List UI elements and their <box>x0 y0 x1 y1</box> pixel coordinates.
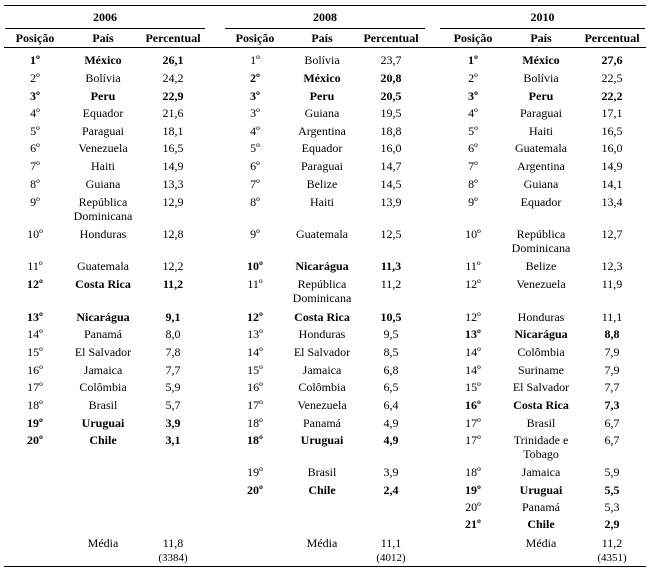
country-cell: Venezuela <box>516 277 566 291</box>
country-cell: Bolívia <box>85 71 121 85</box>
media-label: Média <box>525 536 557 550</box>
rank-cell: 18º <box>247 433 263 447</box>
rank-cell: 14º <box>465 363 481 377</box>
column-header-pais: País <box>311 31 333 45</box>
country-cell: Paraguai <box>520 106 562 120</box>
country-cell: Nicarágua <box>76 310 130 324</box>
percent-cell: 11,9 <box>601 277 623 291</box>
rank-cell: 8º <box>30 177 40 191</box>
percent-cell: 8,0 <box>165 327 181 341</box>
country-cell: México <box>522 53 560 67</box>
rank-cell: 6º <box>250 159 260 173</box>
rank-cell: 3º <box>468 89 478 103</box>
rank-cell: 18º <box>27 398 43 412</box>
media-sample-size: (3384) <box>158 552 188 564</box>
country-cell: Peru <box>528 89 554 103</box>
percent-cell: 3,9 <box>383 465 399 479</box>
percent-cell: 11,2 <box>162 277 184 291</box>
country-cell: Paraguai <box>301 159 343 173</box>
year-underline-2010 <box>440 28 645 29</box>
rank-cell: 19º <box>247 465 263 479</box>
rank-cell: 5º <box>250 141 260 155</box>
percent-cell: 22,2 <box>601 89 623 103</box>
country-cell: Honduras <box>79 227 127 241</box>
percent-cell: 7,3 <box>604 398 620 412</box>
media-sample-size: (4012) <box>376 552 406 564</box>
country-line: República <box>297 277 347 291</box>
country-cell: Venezuela <box>297 398 347 412</box>
country-cell: Bolívia <box>523 71 559 85</box>
percent-cell: 19,5 <box>380 106 402 120</box>
rank-cell: 4º <box>468 106 478 120</box>
country-cell: Chile <box>527 517 555 531</box>
rank-cell: 15º <box>465 380 481 394</box>
percent-cell: 13,3 <box>162 177 184 191</box>
country-cell: Colômbia <box>79 380 127 394</box>
country-cell: Equador <box>301 141 343 155</box>
rank-cell: 14º <box>27 327 43 341</box>
rank-cell: 17º <box>465 416 481 430</box>
rank-cell: 11º <box>465 259 481 273</box>
rank-cell: 7º <box>250 177 260 191</box>
percent-cell: 16,5 <box>162 141 184 155</box>
column-header-pais: País <box>530 31 552 45</box>
rank-cell: 9º <box>250 227 260 241</box>
rank-cell: 11º <box>27 259 43 273</box>
percent-cell: 9,1 <box>165 310 181 324</box>
rank-cell: 13º <box>465 327 481 341</box>
media-label: Média <box>306 536 338 550</box>
rank-cell: 10º <box>247 259 263 273</box>
rank-cell: 9º <box>30 195 40 209</box>
country-cell: Nicarágua <box>295 259 349 273</box>
percent-cell: 23,7 <box>380 53 402 67</box>
rank-cell: 2º <box>30 71 40 85</box>
column-header-percentual: Percentual <box>584 31 640 45</box>
rank-cell: 6º <box>30 141 40 155</box>
percent-cell: 8,5 <box>383 345 399 359</box>
percent-cell: 26,1 <box>162 53 184 67</box>
percent-cell: 21,6 <box>162 106 184 120</box>
rank-cell: 12º <box>27 277 43 291</box>
country-cell: Haiti <box>310 195 334 209</box>
country-cell: Colômbia <box>517 345 565 359</box>
rank-cell: 1º <box>468 53 478 67</box>
rank-cell: 5º <box>468 124 478 138</box>
percent-cell: 5,7 <box>165 398 181 412</box>
country-cell: El Salvador <box>74 345 132 359</box>
percent-cell: 12,7 <box>601 227 623 241</box>
country-cell <box>504 227 578 255</box>
country-line: Dominicana <box>292 291 352 305</box>
rank-cell: 20º <box>465 500 481 514</box>
rank-cell: 1º <box>30 53 40 67</box>
percent-cell: 14,1 <box>601 177 623 191</box>
country-line: Trinidade e <box>513 433 569 447</box>
country-cell: Belize <box>306 177 338 191</box>
percent-cell: 6,5 <box>383 380 399 394</box>
percent-cell: 8,8 <box>604 327 620 341</box>
percent-cell: 5,3 <box>604 500 620 514</box>
country-cell: Argentina <box>298 124 346 138</box>
rank-cell: 8º <box>468 177 478 191</box>
media-value-number: 11,1 <box>380 536 402 550</box>
media-value <box>578 536 646 565</box>
rank-cell: 2º <box>468 71 478 85</box>
country-cell: Colômbia <box>298 380 346 394</box>
media-sample-size: (4351) <box>597 552 627 564</box>
year-underline-2008 <box>225 28 425 29</box>
country-cell: Peru <box>90 89 116 103</box>
country-cell: Honduras <box>517 310 565 324</box>
percent-cell: 7,7 <box>165 363 181 377</box>
media-label: Média <box>87 536 119 550</box>
country-cell: Costa Rica <box>513 398 569 412</box>
rank-cell: 16º <box>27 363 43 377</box>
percent-cell: 3,1 <box>165 433 181 447</box>
rank-cell: 4º <box>250 124 260 138</box>
rank-cell: 3º <box>250 106 260 120</box>
rank-cell: 14º <box>247 345 263 359</box>
percent-cell: 3,9 <box>165 416 181 430</box>
percent-cell: 6,7 <box>604 433 620 447</box>
country-cell: Suriname <box>518 363 564 377</box>
country-cell: Bolívia <box>304 53 340 67</box>
percent-cell: 20,5 <box>380 89 402 103</box>
percent-cell: 22,9 <box>162 89 184 103</box>
rank-cell: 7º <box>30 159 40 173</box>
rank-cell: 20º <box>27 433 43 447</box>
country-line: Dominicana <box>511 241 571 255</box>
percent-cell: 9,5 <box>383 327 399 341</box>
media-value-number: 11,8 <box>162 536 184 550</box>
percent-cell: 12,5 <box>380 227 402 241</box>
percent-cell: 11,1 <box>601 310 623 324</box>
rank-cell: 19º <box>27 416 43 430</box>
percent-cell: 13,9 <box>380 195 402 209</box>
column-header-percentual: Percentual <box>145 31 201 45</box>
percent-cell: 11,3 <box>380 259 402 273</box>
country-cell: Jamaica <box>302 363 342 377</box>
column-header-posicao: Posição <box>15 31 55 45</box>
percent-cell: 12,9 <box>162 195 184 209</box>
country-cell: Guatemala <box>77 259 129 273</box>
percent-cell: 12,8 <box>162 227 184 241</box>
rank-cell: 7º <box>468 159 478 173</box>
rank-cell: 3º <box>250 89 260 103</box>
country-cell <box>504 433 578 461</box>
percent-cell: 17,1 <box>601 106 623 120</box>
country-cell: Peru <box>309 89 335 103</box>
column-header-percentual: Percentual <box>363 31 419 45</box>
column-header-posicao: Posição <box>235 31 275 45</box>
country-cell: Brasil <box>526 416 556 430</box>
rank-cell: 18º <box>247 416 263 430</box>
country-cell <box>66 195 140 223</box>
percent-cell: 5,5 <box>604 483 620 497</box>
percent-cell: 27,6 <box>601 53 623 67</box>
country-cell: Panamá <box>84 327 122 341</box>
percent-cell: 14,9 <box>601 159 623 173</box>
country-cell: Honduras <box>298 327 346 341</box>
percent-cell: 20,8 <box>380 71 402 85</box>
country-cell: Guatemala <box>515 141 567 155</box>
percent-cell: 16,5 <box>601 124 623 138</box>
percent-cell: 6,4 <box>383 398 399 412</box>
rank-cell: 16º <box>247 380 263 394</box>
rank-cell: 15º <box>247 363 263 377</box>
rank-cell: 17º <box>27 380 43 394</box>
country-cell: México <box>303 71 341 85</box>
rank-cell: 15º <box>27 345 43 359</box>
media-value-number: 11,2 <box>601 536 623 550</box>
percent-cell: 2,4 <box>383 483 399 497</box>
column-header-pais: País <box>92 31 114 45</box>
media-value <box>140 536 206 565</box>
percent-cell: 7,9 <box>604 363 620 377</box>
country-cell: Guiana <box>304 106 340 120</box>
rank-cell: 14º <box>465 345 481 359</box>
rank-cell: 10º <box>27 227 43 241</box>
rank-cell: 12º <box>247 310 263 324</box>
rank-cell: 20º <box>247 483 263 497</box>
rank-cell: 12º <box>465 277 481 291</box>
rank-cell: 11º <box>247 277 263 291</box>
rank-cell: 13º <box>27 310 43 324</box>
percent-cell: 14,9 <box>162 159 184 173</box>
country-cell: Uruguai <box>81 416 125 430</box>
percent-cell: 22,5 <box>601 71 623 85</box>
rank-cell: 16º <box>465 398 481 412</box>
rank-cell: 5º <box>30 124 40 138</box>
country-cell: Panamá <box>522 500 560 514</box>
table-top-rule <box>4 5 646 6</box>
country-cell: Panamá <box>303 416 341 430</box>
rank-cell: 1º <box>250 53 260 67</box>
table-bottom-rule <box>4 566 646 567</box>
country-cell: Equador <box>520 195 562 209</box>
country-cell: El Salvador <box>293 345 351 359</box>
country-cell: Chile <box>308 483 336 497</box>
country-cell: Guiana <box>523 177 559 191</box>
media-value <box>358 536 424 565</box>
country-cell: El Salvador <box>512 380 570 394</box>
rank-cell: 10º <box>465 227 481 241</box>
rank-cell: 3º <box>30 89 40 103</box>
country-cell: Uruguai <box>300 433 344 447</box>
percent-cell: 12,2 <box>162 259 184 273</box>
percent-cell: 16,0 <box>601 141 623 155</box>
percent-cell: 14,5 <box>380 177 402 191</box>
country-cell: Belize <box>525 259 557 273</box>
country-cell: Costa Rica <box>294 310 350 324</box>
country-cell: Jamaica <box>521 465 561 479</box>
rank-cell: 4º <box>30 106 40 120</box>
country-cell: Chile <box>89 433 117 447</box>
country-line: Tobago <box>523 447 559 461</box>
percent-cell: 7,7 <box>604 380 620 394</box>
percent-cell: 11,2 <box>380 277 402 291</box>
year-heading-2006: 2006 <box>93 10 117 24</box>
percent-cell: 6,7 <box>604 416 620 430</box>
country-cell: Uruguai <box>519 483 563 497</box>
rank-cell: 13º <box>247 327 263 341</box>
column-header-posicao: Posição <box>453 31 493 45</box>
year-heading-2010: 2010 <box>530 10 555 24</box>
rank-cell: 2º <box>250 71 260 85</box>
percent-cell: 5,9 <box>604 465 620 479</box>
percent-cell: 14,7 <box>380 159 402 173</box>
country-cell: Guiana <box>85 177 121 191</box>
country-line: República <box>78 195 128 209</box>
percent-cell: 4,9 <box>383 416 399 430</box>
country-cell: Haiti <box>529 124 553 138</box>
country-cell: México <box>84 53 122 67</box>
rank-cell: 18º <box>465 465 481 479</box>
percent-cell: 12,3 <box>601 259 623 273</box>
country-cell: Argentina <box>517 159 565 173</box>
percent-cell: 7,9 <box>604 345 620 359</box>
country-cell: Venezuela <box>78 141 128 155</box>
percent-cell: 4,9 <box>383 433 399 447</box>
rank-cell: 17º <box>465 433 481 447</box>
country-cell: Equador <box>82 106 124 120</box>
country-cell: Costa Rica <box>75 277 131 291</box>
country-cell: Nicarágua <box>514 327 568 341</box>
rank-cell: 12º <box>465 310 481 324</box>
percent-cell: 6,8 <box>383 363 399 377</box>
header-rule <box>4 47 646 48</box>
rank-cell: 9º <box>468 195 478 209</box>
percent-cell: 16,0 <box>380 141 402 155</box>
year-heading-2008: 2008 <box>313 10 337 24</box>
percent-cell: 7,8 <box>165 345 181 359</box>
percent-cell: 5,9 <box>165 380 181 394</box>
country-line: República <box>516 227 566 241</box>
percent-cell: 10,5 <box>380 310 402 324</box>
rank-cell: 6º <box>468 141 478 155</box>
percent-cell: 18,8 <box>380 124 402 138</box>
country-cell <box>286 277 358 305</box>
rank-cell: 17º <box>247 398 263 412</box>
country-line: Dominicana <box>73 209 133 223</box>
year-underline-2006 <box>5 28 205 29</box>
percent-cell: 24,2 <box>162 71 184 85</box>
percent-cell: 18,1 <box>162 124 184 138</box>
country-cell: Brasil <box>307 465 337 479</box>
country-cell: Guatemala <box>296 227 348 241</box>
rank-cell: 21º <box>465 517 481 531</box>
country-cell: Paraguai <box>82 124 124 138</box>
country-cell: Brasil <box>88 398 118 412</box>
rank-cell: 19º <box>465 483 481 497</box>
country-cell: Haiti <box>91 159 115 173</box>
percent-cell: 2,9 <box>604 517 620 531</box>
rank-cell: 8º <box>250 195 260 209</box>
country-cell: Jamaica <box>83 363 123 377</box>
percent-cell: 13,4 <box>601 195 623 209</box>
